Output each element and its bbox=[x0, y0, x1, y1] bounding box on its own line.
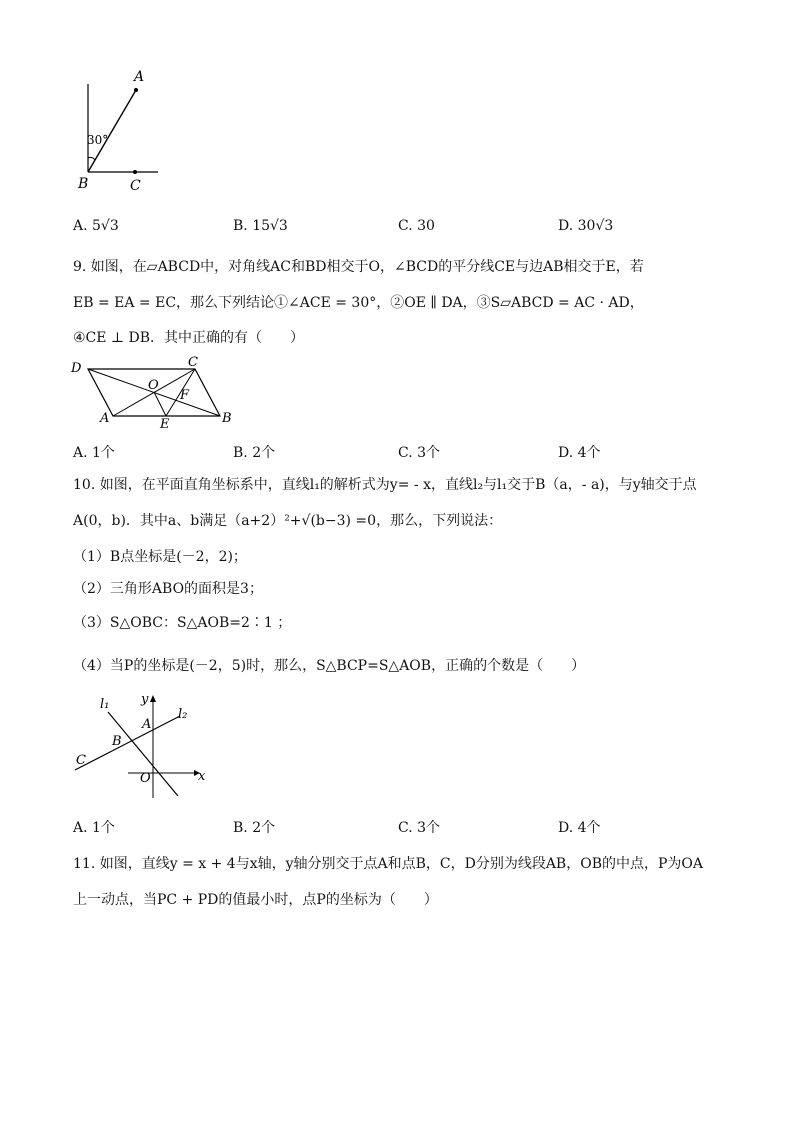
q8-option-d[interactable]: D. 30√3 bbox=[558, 218, 614, 234]
dot-a bbox=[134, 88, 138, 92]
q9-stem-line1: 9. 如图，在▱ABCD中，对角线AC和BD相交于O，∠BCD的平分线CE与边AB相交于E，若 bbox=[73, 259, 644, 275]
label-a: A bbox=[134, 69, 145, 85]
label-a: A bbox=[100, 411, 110, 426]
q11-stem-line1: 11. 如图，直线y = x + 4与x轴，y轴分别交于点A和点B，C，D分别为线段AB，OB的中点，P为OA bbox=[73, 856, 703, 872]
label-o: O bbox=[140, 771, 151, 786]
label-c: C bbox=[188, 355, 198, 370]
label-angle: 30° bbox=[87, 133, 109, 147]
q10-option-d[interactable]: D. 4个 bbox=[558, 820, 601, 836]
label-a: A bbox=[142, 717, 152, 732]
q10-item-4: （4）当P的坐标是(－2，5)时，那么，S△BCP=S△AOB，正确的个数是（ ） bbox=[73, 658, 586, 674]
dot-c bbox=[133, 170, 137, 174]
label-c: C bbox=[76, 753, 86, 768]
figure-q10 bbox=[70, 690, 220, 800]
q8-option-b[interactable]: B. 15√3 bbox=[233, 218, 288, 234]
label-b: B bbox=[222, 411, 232, 426]
q8-option-a[interactable]: A. 5√3 bbox=[73, 218, 119, 234]
q11-stem-line2: 上一动点，当PC + PD的值最小时，点P的坐标为（ ） bbox=[73, 892, 438, 908]
q9-option-b[interactable]: B. 2个 bbox=[233, 445, 276, 461]
y-axis-arrow bbox=[150, 695, 156, 702]
label-x: x bbox=[198, 769, 206, 784]
angle-arc bbox=[88, 157, 95, 160]
q10-item-3: （3）S△OBC：S△AOB=2∶1 ； bbox=[73, 615, 292, 631]
label-o: O bbox=[148, 378, 159, 393]
figure-q9 bbox=[70, 354, 240, 430]
label-b: B bbox=[112, 734, 122, 749]
q10-option-b[interactable]: B. 2个 bbox=[233, 820, 276, 836]
q9-stem-line3: ④CE ⊥ DB．其中正确的有（ ） bbox=[73, 330, 305, 346]
q9-option-d[interactable]: D. 4个 bbox=[558, 445, 601, 461]
label-e: E bbox=[160, 417, 170, 430]
q8-option-c[interactable]: C. 30 bbox=[398, 218, 435, 234]
q10-item-2: （2）三角形ABO的面积是3； bbox=[73, 581, 263, 597]
q10-stem-line2: A(0，b)．其中a、b满足（a+2）²+√(b−3) =0，那么，下列说法： bbox=[73, 513, 503, 529]
figure-q8 bbox=[74, 66, 174, 196]
label-l2: l₂ bbox=[178, 707, 188, 722]
q10-option-a[interactable]: A. 1个 bbox=[73, 820, 115, 836]
q10-option-c[interactable]: C. 3个 bbox=[398, 820, 441, 836]
line-l2 bbox=[75, 716, 180, 770]
label-b: B bbox=[78, 176, 89, 192]
label-f: F bbox=[180, 388, 190, 403]
q9-option-a[interactable]: A. 1个 bbox=[73, 445, 115, 461]
label-d: D bbox=[71, 361, 82, 376]
q9-stem-line2: EB = EA = EC，那么下列结论①∠ACE = 30°，②OE ∥ DA，③S▱ABCD = AC · AD， bbox=[73, 295, 644, 311]
q10-stem-line1: 10. 如图，在平面直角坐标系中，直线l₁的解析式为y= - x，直线l₂与l₁交于B（a，- a)，与y轴交于点 bbox=[73, 477, 697, 493]
q10-item-1: （1）B点坐标是(－2，2)； bbox=[73, 549, 247, 565]
label-y: y bbox=[141, 692, 149, 707]
label-c: C bbox=[130, 178, 141, 194]
segment-oe bbox=[154, 392, 166, 416]
label-l1: l₁ bbox=[100, 697, 110, 712]
q9-option-c[interactable]: C. 3个 bbox=[398, 445, 441, 461]
